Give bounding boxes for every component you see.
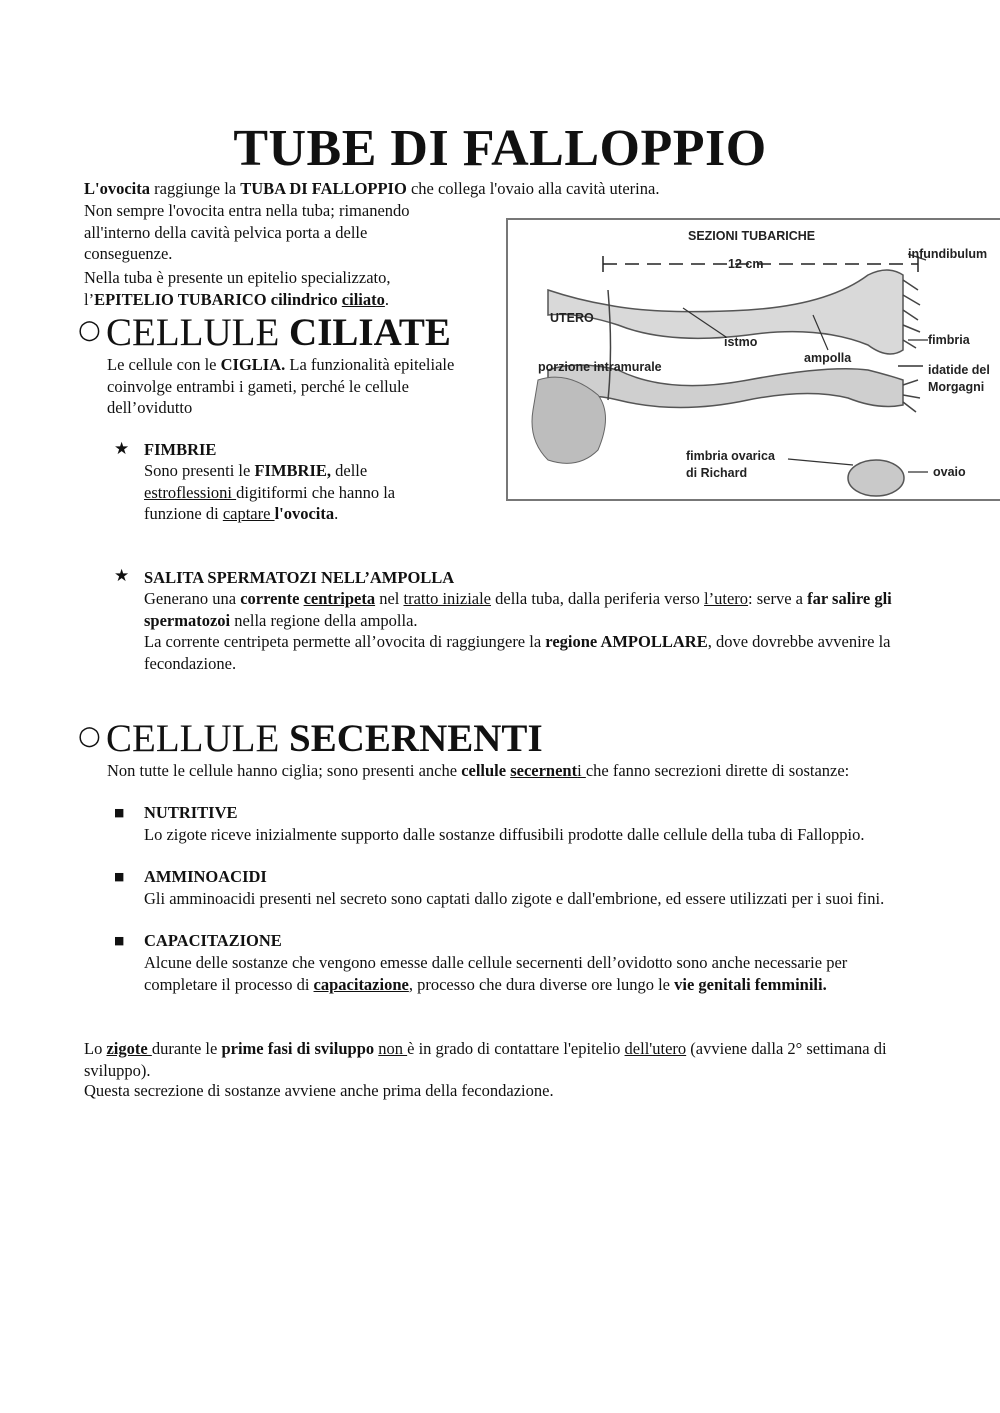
- desc-term: cellule: [461, 761, 511, 780]
- item-text: , dove dovrebbe avvenire la fecondazione.: [144, 632, 891, 673]
- item-term-underlined: tratto iniziale: [403, 589, 492, 608]
- item-title: SALITA SPERMATOZI NELL’AMPOLLA: [144, 568, 455, 587]
- item-text: .: [334, 504, 339, 523]
- item-text: , processo che dura diverse ore lungo le: [408, 974, 675, 994]
- section-bullet: ○: [78, 721, 101, 751]
- intro-paragraph-1: [84, 178, 984, 200]
- item-nutritive-text: Lo zigote riceve inizialmente supporto dalle sostanze diffusibili prodotte dalle cellule della tuba di Falloppio.: [144, 825, 865, 844]
- item-text: Generano una: [144, 589, 241, 608]
- item-text: La corrente centripeta permette all’ovocita di raggiungere la: [144, 632, 546, 651]
- desc-text: che fanno secrezioni dirette di sostanze:: [585, 761, 850, 780]
- item-term-underlined: captare: [222, 504, 275, 523]
- item-salita-text-2: [144, 631, 919, 674]
- label-fimbria-ovarica-1: fimbria ovarica: [686, 449, 775, 463]
- closing-text: è in grado di contattare l'epitelio: [407, 1039, 625, 1058]
- item-text: della tuba, dalla periferia verso: [491, 589, 705, 608]
- item-salita-title: [144, 567, 454, 589]
- intro-text: Nella tuba è presente un epitelio specializzato, l’: [84, 268, 391, 309]
- section-ciliate-desc: [107, 354, 472, 419]
- item-term-underlined: l’utero: [704, 589, 749, 608]
- label-idatide-2: Morgagni: [928, 380, 985, 394]
- item-term: regione AMPOLLARE: [545, 632, 708, 651]
- intro-term-ciliato: ciliato: [341, 289, 385, 309]
- item-title: NUTRITIVE: [144, 803, 238, 822]
- star-bullet-icon: ★: [114, 439, 130, 459]
- item-text: Sono presenti le: [144, 461, 255, 480]
- intro-paragraph-2: Non sempre l'ovocita entra nella tuba; rimanendo all'interno della cavità pelvica porta a delle conseguenze.: [84, 201, 410, 263]
- star-bullet-icon: ★: [114, 566, 130, 586]
- item-text: : serve a: [748, 589, 808, 608]
- item-text: nella regione della ampolla.: [230, 610, 418, 630]
- intro-term-tuba: TUBA DI FALLOPPIO: [240, 179, 407, 198]
- item-term: vie genitali femminili.: [674, 974, 827, 994]
- closing-term-non: non: [378, 1039, 408, 1058]
- section-bullet: ○: [78, 315, 101, 345]
- heading-plain: CELLULE: [106, 717, 290, 760]
- intro-text: .: [384, 289, 389, 309]
- heading-bold: CILIATE: [289, 311, 451, 354]
- closing-term: prime fasi di sviluppo: [221, 1039, 375, 1058]
- item-title: AMMINOACIDI: [144, 867, 267, 886]
- item-term-underlined: centripeta: [303, 589, 376, 608]
- intro-term-ovocita: L'ovocita: [84, 179, 150, 198]
- item-term: FIMBRIE,: [254, 461, 331, 480]
- desc-text: La funzionalità epiteliale coinvolge entrambi i gameti, perché le cellule dell’ovidutto: [107, 355, 455, 417]
- square-bullet-icon: ■: [114, 806, 125, 819]
- item-fimbrie-text: [144, 460, 444, 525]
- tuba-diagram: [506, 218, 1000, 501]
- desc-term-ciglia: CIGLIA.: [220, 355, 286, 374]
- desc-term-underlined: secernent: [510, 761, 578, 780]
- closing-term-utero: dell'utero: [624, 1039, 687, 1058]
- item-amminoacidi-title: [144, 866, 267, 888]
- item-capacitazione-text: [144, 952, 919, 995]
- item-term: corrente: [240, 589, 304, 608]
- square-bullet-icon: ■: [114, 870, 125, 883]
- label-infundibulum: infundibulum: [908, 247, 988, 261]
- label-ovaio: ovaio: [933, 465, 966, 479]
- item-text: nel: [375, 589, 404, 608]
- square-bullet-icon: ■: [114, 934, 125, 947]
- closing-paragraph-1: [84, 1038, 904, 1081]
- label-istmo: istmo: [724, 335, 758, 349]
- desc-text: Le cellule con le: [107, 355, 221, 374]
- closing-text: (avviene dalla 2° settimana di sviluppo).: [84, 1039, 887, 1080]
- closing-paragraph-2: Questa secrezione di sostanze avviene anche prima della fecondazione.: [84, 1081, 554, 1100]
- item-nutritive-title: [144, 802, 238, 824]
- closing-text: Lo: [84, 1039, 107, 1058]
- label-porzione-intramurale: porzione intramurale: [538, 360, 662, 374]
- intro-paragraph-3: [84, 267, 459, 310]
- label-fimbria-ovarica-2: di Richard: [686, 466, 748, 480]
- heading-plain: CELLULE: [106, 311, 290, 354]
- label-fimbria: fimbria: [928, 333, 970, 347]
- desc-text: Non tutte le cellule hanno ciglia; sono presenti anche: [107, 761, 462, 780]
- item-amminoacidi-text: Gli amminoacidi presenti nel secreto sono captati dallo zigote e dall'embrione, ed essere utilizzati per i suoi fini.: [144, 889, 885, 908]
- intro-term-epitelio: EPITELIO TUBARICO cilindrico: [94, 289, 342, 309]
- item-term: far salire gli spermatozoi: [144, 589, 892, 630]
- section-secernenti-desc: [107, 760, 907, 782]
- item-salita-text: [144, 588, 919, 631]
- item-title: FIMBRIE: [144, 440, 217, 459]
- diagram-length: 12 cm: [728, 257, 764, 271]
- item-term: l'ovocita: [274, 504, 335, 523]
- label-idatide-1: idatide del: [928, 363, 990, 377]
- section-heading-secernenti: [106, 717, 543, 761]
- tuba-diagram-svg: [508, 220, 1000, 501]
- item-text: delle: [331, 461, 368, 480]
- item-term-underlined: estroflessioni: [144, 482, 237, 502]
- item-fimbrie-title: [144, 439, 216, 461]
- item-text: Alcune delle sostanze che vengono emesse dalle cellule secernenti dell’ovidotto sono anche necessarie per completare il processo di: [144, 953, 848, 994]
- label-utero: UTERO: [550, 311, 594, 325]
- closing-text: durante le: [151, 1039, 222, 1058]
- intro-text: che collega l'ovaio alla cavità uterina.: [406, 179, 660, 198]
- label-ampolla: ampolla: [804, 351, 852, 365]
- item-capacitazione-title: [144, 930, 282, 952]
- item-term-underlined: capacitazione: [313, 974, 409, 994]
- item-title: CAPACITAZIONE: [144, 931, 282, 950]
- section-heading-ciliate: [106, 311, 451, 355]
- closing-term-zigote: zigote: [106, 1039, 152, 1058]
- page-title: TUBE DI FALLOPPIO: [233, 120, 767, 177]
- diagram-title: SEZIONI TUBARICHE: [688, 229, 816, 243]
- item-text: digitiformi che hanno la funzione di: [144, 482, 396, 523]
- desc-underlined: i: [577, 761, 586, 780]
- intro-text: raggiunge la: [150, 179, 241, 198]
- heading-bold: SECERNENTI: [289, 717, 543, 760]
